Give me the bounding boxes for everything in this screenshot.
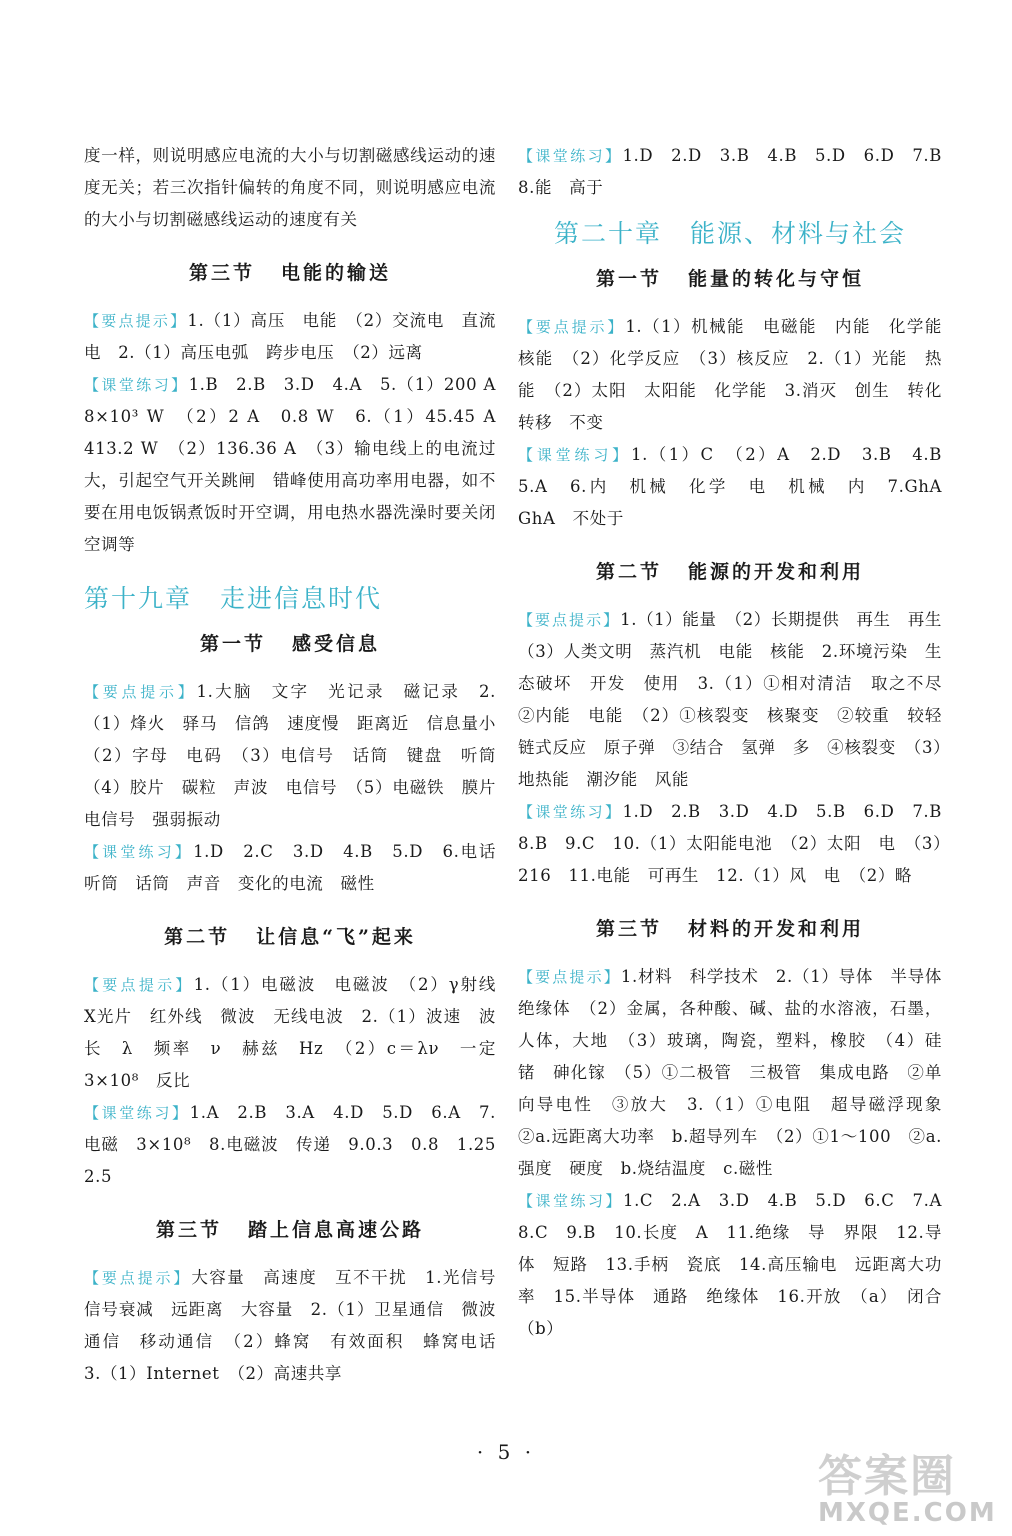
key-points-tag: 【要点提示】: [518, 611, 621, 629]
key-points-paragraph: [84, 305, 496, 369]
chapter-title: 能源、材料与社会: [690, 219, 907, 248]
key-points-tag: 【要点提示】: [518, 968, 621, 986]
watermark-logo: [818, 1440, 1008, 1532]
key-points-text: 1.（1）电磁波 电磁波 （2）γ射线 X光片 红外线 微波 无线电波 2.（1）波速 波长 λ 频率 ν 赫兹 Hz （2）c＝λν 一定 3×10⁸ 反比: [84, 975, 514, 1090]
chapter-title: 走进信息时代: [220, 584, 383, 613]
section-number: 第一节: [199, 633, 266, 655]
section-heading-feel-info: [84, 629, 496, 656]
section-number: 第二节: [164, 926, 231, 948]
practice-paragraph: [518, 439, 960, 535]
section-number: 第三节: [155, 1219, 222, 1241]
key-points-paragraph: [518, 961, 960, 1185]
page-number: · 5 ·: [476, 1440, 536, 1464]
practice-paragraph: [84, 836, 514, 900]
practice-text: 1.A 2.B 3.A 4.D 5.D 6.A 7.电磁 3×10⁸ 8.电磁波 传递 9.0.3 0.8 1.25 2.5: [84, 1103, 514, 1186]
practice-paragraph: [518, 1185, 960, 1345]
key-points-tag: 【要点提示】: [84, 1269, 192, 1287]
left-column: [84, 140, 514, 1390]
key-points-paragraph: [84, 676, 514, 836]
key-points-paragraph: [518, 604, 960, 796]
section-heading-power-transmission: [84, 258, 496, 285]
section-title: 能量的转化与守恒: [688, 268, 865, 290]
key-points-text: 1.材料 科学技术 2.（1）导体 半导体 绝缘体 （2）金属，各种酸、碱、盐的水溶液，石墨，人体，大地 （3）玻璃，陶瓷，塑料，橡胶 （4）硅 锗 砷化镓 （5）①二极管 三极管 集成电路 ②单向导电性 ③放大 3.（1）①电阻 超导磁浮现象 ②a.远距离大功率 b.超导列车 （2）①1～100 ②a.强度 硬度 b.烧结温度 c.磁性: [518, 967, 960, 1178]
section-title: 能源的开发和利用: [688, 561, 865, 583]
practice-text: 1.D 2.C 3.D 4.B 5.D 6.电话 听筒 话筒 声音 变化的电流 磁性: [84, 842, 514, 893]
practice-tag: 【课堂练习】: [518, 446, 631, 464]
key-points-paragraph: [84, 969, 514, 1097]
section-heading-info-highway: [84, 1215, 496, 1242]
key-points-text: 1.（1）高压 电能 （2）交流电 直流电 2.（1）高压电弧 跨步电压 （2）远离: [84, 311, 496, 362]
practice-paragraph: [84, 1097, 514, 1193]
practice-paragraph: [518, 796, 960, 892]
chapter-heading-19: [84, 579, 496, 615]
section-heading-energy-development: [518, 557, 942, 584]
section-heading-material-development: [518, 914, 942, 941]
section-heading-energy-conservation: [518, 264, 942, 291]
key-points-tag: 【要点提示】: [84, 976, 194, 994]
key-points-tag: 【要点提示】: [84, 312, 188, 330]
section-heading-info-fly: [84, 922, 496, 949]
watermark-top-text: 答案圈: [818, 1451, 956, 1502]
section-title: 感受信息: [292, 633, 381, 655]
practice-tag: 【课堂练习】: [518, 147, 623, 165]
section-title: 踏上信息高速公路: [248, 1219, 425, 1241]
section-number: 第三节: [595, 918, 662, 940]
practice-text: 1.D 2.D 3.B 4.B 5.D 6.D 7.B 8.能 高于: [518, 146, 960, 197]
chapter-number: 第二十章: [553, 219, 662, 248]
practice-text: 1.C 2.A 3.D 4.B 5.D 6.C 7.A 8.C 9.B 10.长度 A 11.绝缘 导 界限 12.导体 短路 13.手柄 瓷底 14.高压输电 远距离大功率 15.半导体 通路 绝缘体 16.开放 （a） 闭合 （b）: [518, 1191, 960, 1338]
practice-text: 1.（1）C （2）A 2.D 3.B 4.B 5.A 6.内 机械 化学 电 机械 内 7.GhA GhA 不处于: [518, 445, 960, 528]
practice-tag: 【课堂练习】: [518, 803, 623, 821]
key-points-tag: 【要点提示】: [84, 683, 197, 701]
practice-tag: 【课堂练习】: [84, 1104, 190, 1122]
practice-tag: 【课堂练习】: [84, 376, 189, 394]
section-number: 第三节: [188, 262, 255, 284]
chapter-number: 第十九章: [84, 584, 193, 613]
practice-paragraph: [518, 140, 960, 204]
key-points-paragraph: [518, 311, 960, 439]
practice-tag: 【课堂练习】: [518, 1192, 623, 1210]
practice-text: 1.D 2.B 3.D 4.D 5.B 6.D 7.B 8.B 9.C 10.（1）太阳能电池 （2）太阳 电 （3）216 11.电能 可再生 12.（1）风 电 （2）略: [518, 802, 960, 885]
key-points-paragraph: [84, 1262, 514, 1390]
key-points-tag: 【要点提示】: [518, 318, 626, 336]
key-points-text: 1.（1）机械能 电磁能 内能 化学能 核能 （2）化学反应 （3）核反应 2.（1）光能 热能 （2）太阳 太阳能 化学能 3.消灭 创生 转化 转移 不变: [518, 317, 960, 432]
intro-paragraph: 度一样，则说明感应电流的大小与切割磁感线运动的速度无关；若三次指针偏转的角度不同，则说明感应电流的大小与切割磁感线运动的速度有关: [84, 146, 496, 229]
section-title: 让信息“飞”起来: [256, 926, 416, 948]
section-number: 第一节: [595, 268, 662, 290]
section-number: 第二节: [595, 561, 662, 583]
section-title: 电能的输送: [281, 262, 392, 284]
key-points-text: 1.大脑 文字 光记录 磁记录 2.（1）烽火 驿马 信鸽 速度慢 距离近 信息量小 （2）字母 电码 （3）电信号 话筒 键盘 听筒 （4）胶片 碳粒 声波 电信号 （5）电磁铁 膜片 电信号 强弱振动: [84, 682, 514, 829]
watermark-bottom-text: MXQE.COM: [818, 1498, 997, 1528]
right-column: [518, 140, 960, 1345]
chapter-heading-20: [518, 214, 942, 250]
practice-paragraph: [84, 369, 514, 561]
key-points-text: 大容量 高速度 互不干扰 1.光信号 信号衰减 远距离 大容量 2.（1）卫星通信 微波通信 移动通信 （2）蜂窝 有效面积 蜂窝电话 3.（1）Internet （2）高速共享: [84, 1268, 514, 1383]
practice-text: 1.B 2.B 3.D 4.A 5.（1）200 A 8×10³ W （2）2 A 0.8 W 6.（1）45.45 A 413.2 W （2）136.36 A （3）输电线上的电流过大，引起空气开关跳闸 错峰使用高功率用电器，如不要在用电饭锅煮饭时开空调，用电热水器洗澡时要关闭空调等: [84, 375, 514, 554]
section-title: 材料的开发和利用: [688, 918, 865, 940]
practice-tag: 【课堂练习】: [84, 843, 194, 861]
key-points-text: 1.（1）能量 （2）长期提供 再生 再生 （3）人类文明 蒸汽机 电能 核能 2.环境污染 生态破坏 开发 使用 3.（1）①相对清洁 取之不尽 ②内能 电能 （2）①核裂变 核聚变 ②较重 较轻 链式反应 原子弹 ③结合 氢弹 多 ④核裂变 （3）地热能 潮汐能 风能: [518, 610, 960, 789]
